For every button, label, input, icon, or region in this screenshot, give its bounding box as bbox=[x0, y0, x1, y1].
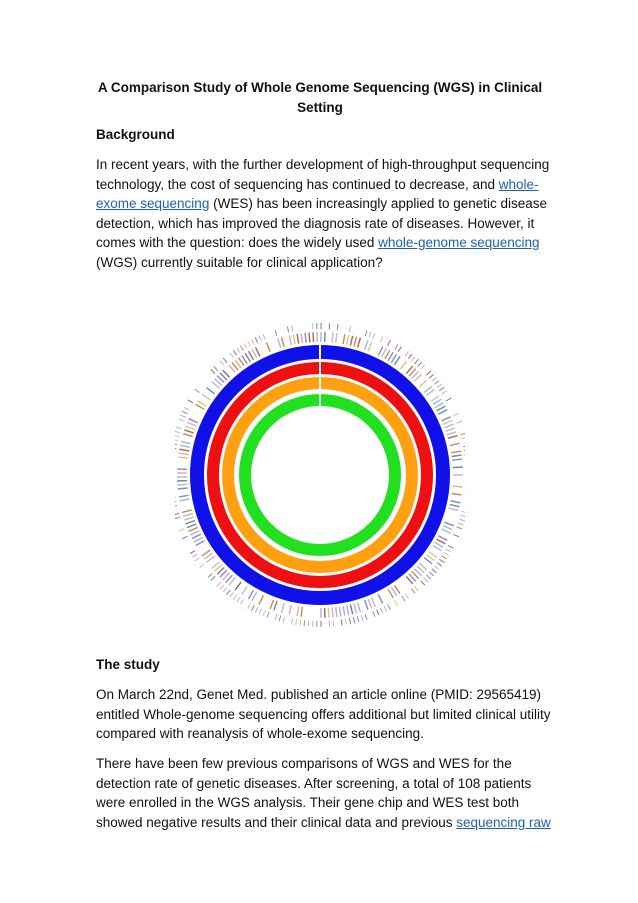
outer-track-mark bbox=[450, 443, 460, 445]
outer-track-mark bbox=[341, 619, 342, 625]
outer-track-mark bbox=[452, 455, 462, 456]
outer-track-mark bbox=[437, 563, 442, 567]
outer-track-mark bbox=[451, 501, 461, 503]
outer-track-mark bbox=[452, 494, 462, 495]
outer-track-mark bbox=[175, 517, 180, 519]
outer-track-mark bbox=[240, 599, 243, 604]
outer-track-mark bbox=[405, 351, 409, 356]
outer-track-mark bbox=[438, 536, 447, 541]
outer-track-mark bbox=[365, 614, 367, 620]
outer-track-mark bbox=[384, 606, 387, 611]
outer-track-mark bbox=[453, 413, 459, 415]
outer-track-mark bbox=[365, 600, 368, 609]
outer-track-mark bbox=[289, 335, 291, 345]
outer-track-mark bbox=[350, 336, 352, 346]
outer-track-mark bbox=[300, 620, 301, 626]
outer-track-mark bbox=[230, 353, 234, 358]
outer-track-mark bbox=[398, 347, 401, 352]
outer-track-mark bbox=[179, 495, 189, 497]
outer-track-mark bbox=[252, 605, 255, 610]
outer-track-mark bbox=[447, 432, 457, 435]
outer-track-mark bbox=[182, 411, 188, 414]
outer-track-mark bbox=[189, 527, 198, 531]
outer-track-mark bbox=[255, 338, 257, 343]
outer-track-mark bbox=[365, 330, 367, 336]
outer-track-mark bbox=[235, 582, 241, 590]
outer-track-mark bbox=[421, 581, 425, 585]
text-line: (WGS) currently suitable for clinical application? bbox=[96, 254, 383, 270]
outer-track-mark bbox=[186, 521, 195, 524]
outer-track-mark bbox=[230, 593, 234, 598]
outer-track-mark bbox=[402, 596, 405, 601]
text-fragment: technology, the cost of sequencing has continued to decrease, and bbox=[96, 176, 499, 192]
outer-track-mark bbox=[395, 600, 398, 605]
text-fragment: (WES) has been increasingly applied to genetic disease bbox=[209, 196, 548, 211]
outer-track-mark bbox=[263, 334, 265, 340]
outer-track-mark bbox=[405, 594, 409, 599]
outer-track-mark bbox=[249, 351, 254, 360]
outer-track-mark bbox=[434, 381, 439, 385]
outer-track-mark bbox=[343, 334, 345, 344]
orange-ring bbox=[228, 383, 412, 567]
outer-track-mark bbox=[435, 542, 444, 547]
outer-track-mark bbox=[418, 362, 422, 367]
outer-track-mark bbox=[196, 404, 205, 409]
outer-track-mark bbox=[429, 572, 434, 576]
outer-track-mark bbox=[438, 410, 447, 415]
outer-track-mark bbox=[256, 347, 261, 356]
outer-track-mark bbox=[179, 453, 189, 455]
outer-track-mark bbox=[223, 358, 227, 363]
outer-track-mark bbox=[226, 590, 230, 595]
outer-track-mark bbox=[179, 419, 185, 421]
outer-track-mark bbox=[180, 445, 190, 447]
outer-track-mark bbox=[426, 575, 430, 579]
whole-genome-link[interactable]: whole-genome sequencing bbox=[378, 235, 540, 250]
outer-track-mark bbox=[181, 441, 191, 443]
outer-track-mark bbox=[446, 428, 455, 431]
outer-track-mark bbox=[388, 352, 393, 361]
outer-track-mark bbox=[457, 527, 463, 529]
outer-track-mark bbox=[442, 417, 451, 421]
outer-track-mark bbox=[443, 421, 452, 425]
outer-track-mark bbox=[190, 551, 195, 554]
outer-track-mark bbox=[461, 437, 465, 439]
outer-track-mark bbox=[293, 335, 295, 345]
outer-track-mark bbox=[248, 341, 251, 346]
outer-track-mark bbox=[179, 499, 189, 501]
background-heading: Background bbox=[96, 127, 175, 142]
outer-track-mark bbox=[305, 333, 306, 343]
outer-track-mark bbox=[415, 359, 419, 364]
outer-track-mark bbox=[412, 357, 416, 362]
text-line bbox=[96, 175, 546, 195]
outer-track-mark bbox=[453, 467, 463, 468]
outer-track-mark bbox=[188, 400, 193, 403]
text-line: entitled Whole-genome sequencing offers additional but limited clinical utility bbox=[96, 706, 551, 722]
outer-track-mark bbox=[187, 422, 196, 426]
outer-track-mark bbox=[415, 586, 419, 591]
outer-track-mark bbox=[444, 522, 453, 526]
outer-track-mark bbox=[179, 529, 185, 531]
outer-track-mark bbox=[244, 343, 247, 348]
outer-track-mark bbox=[237, 597, 240, 602]
outer-track-mark bbox=[382, 348, 387, 357]
outer-track-mark bbox=[388, 340, 391, 345]
outer-track-mark bbox=[223, 588, 227, 593]
outer-track-mark bbox=[274, 601, 277, 611]
text-fragment: comes with the question: does the widely used bbox=[96, 235, 379, 250]
outer-track-mark bbox=[175, 443, 177, 444]
outer-track-mark bbox=[175, 448, 176, 449]
outer-track-mark bbox=[420, 380, 427, 387]
outer-track-mark bbox=[412, 589, 416, 594]
outer-track-mark bbox=[439, 387, 444, 390]
outer-track-mark bbox=[179, 449, 189, 451]
outer-track-mark bbox=[347, 605, 349, 615]
text-line bbox=[96, 194, 546, 214]
outer-track-mark bbox=[259, 595, 263, 604]
outer-track-mark bbox=[186, 426, 195, 429]
outer-track-mark bbox=[349, 618, 350, 624]
outer-track-mark bbox=[369, 332, 371, 338]
outer-track-mark bbox=[446, 398, 451, 401]
outer-track-mark bbox=[233, 350, 236, 355]
whole-exome-link[interactable]: whole- bbox=[498, 176, 539, 192]
outer-track-mark bbox=[332, 333, 333, 343]
outer-track-mark bbox=[275, 615, 277, 621]
text-line: were enrolled in the WGS analysis. Their gene chip and WES test both bbox=[96, 795, 519, 810]
outer-track-mark bbox=[287, 327, 288, 333]
text-fragment: showed negative results and their clinical data and previous bbox=[96, 814, 457, 830]
title-line-2: Setting bbox=[297, 100, 343, 115]
outer-track-mark bbox=[308, 621, 309, 627]
sequencing-raw-link[interactable]: sequencing raw bbox=[456, 814, 551, 830]
outer-track-mark bbox=[442, 529, 451, 533]
outer-track-mark bbox=[358, 338, 361, 348]
outer-track-mark bbox=[309, 332, 310, 342]
outer-track-mark bbox=[446, 549, 451, 552]
outer-track-mark bbox=[464, 450, 465, 451]
outer-track-mark bbox=[444, 552, 449, 555]
outer-track-mark bbox=[451, 451, 461, 453]
outer-track-mark bbox=[380, 608, 383, 613]
outer-track-mark bbox=[460, 515, 465, 517]
outer-track-mark bbox=[248, 603, 251, 608]
outer-track-mark bbox=[378, 595, 382, 604]
outer-track-mark bbox=[196, 541, 205, 546]
document-title bbox=[96, 78, 544, 118]
outer-track-mark bbox=[292, 326, 293, 332]
outer-track-mark bbox=[408, 354, 412, 359]
outer-track-mark bbox=[437, 384, 442, 388]
outer-track-mark bbox=[240, 346, 243, 351]
outer-track-mark bbox=[289, 605, 291, 615]
outer-track-mark bbox=[459, 519, 465, 521]
outer-track-mark bbox=[176, 427, 182, 429]
outer-track-mark bbox=[449, 508, 459, 511]
outer-track-mark bbox=[304, 620, 305, 626]
outer-track-mark bbox=[211, 576, 215, 580]
outer-track-mark bbox=[259, 609, 261, 615]
outer-track-mark bbox=[358, 603, 361, 613]
outer-track-mark bbox=[336, 607, 337, 617]
text-line bbox=[96, 233, 546, 253]
outer-track-mark bbox=[458, 523, 464, 525]
outer-track-mark bbox=[368, 599, 372, 608]
outer-track-mark bbox=[368, 342, 372, 351]
outer-track-mark bbox=[400, 361, 406, 369]
text-line: detection, which has improved the diagnosis rate of diseases. However, it bbox=[96, 215, 535, 231]
outer-track-mark bbox=[182, 510, 192, 513]
outer-track-mark bbox=[450, 505, 460, 507]
outer-track-mark bbox=[220, 585, 224, 590]
outer-track-mark bbox=[237, 348, 240, 353]
outer-track-mark bbox=[233, 595, 236, 600]
outer-track-mark bbox=[178, 457, 188, 458]
outer-track-mark bbox=[353, 617, 354, 623]
text-line bbox=[96, 813, 551, 833]
text-line: detection rate of genetic diseases. After screening, a total of 108 patients bbox=[96, 775, 532, 791]
outer-track-mark bbox=[200, 564, 205, 568]
outer-track-mark bbox=[357, 616, 359, 622]
outer-track-mark bbox=[385, 350, 390, 359]
outer-track-mark bbox=[439, 559, 444, 562]
outer-track-mark bbox=[301, 333, 302, 343]
outer-track-mark bbox=[184, 430, 194, 433]
title-line-1: A Comparison Study of Whole Genome Sequencing (WGS) in Clinical bbox=[97, 80, 543, 95]
outer-track-mark bbox=[377, 610, 379, 616]
whole-exome-link-continued[interactable]: exome sequencing bbox=[96, 196, 210, 211]
outer-track-mark bbox=[177, 484, 187, 485]
outer-track-mark bbox=[194, 537, 203, 542]
outer-track-mark bbox=[328, 608, 329, 618]
outer-track-mark bbox=[460, 433, 465, 435]
outer-track-mark bbox=[332, 608, 333, 618]
outer-track-mark bbox=[283, 617, 285, 623]
outer-track-mark bbox=[266, 342, 270, 351]
outer-track-mark bbox=[282, 337, 285, 347]
study-paragraph-1 bbox=[96, 685, 551, 744]
outer-track-mark bbox=[275, 330, 277, 336]
outer-track-mark bbox=[345, 619, 346, 625]
outer-track-mark bbox=[339, 607, 341, 617]
outer-track-mark bbox=[365, 340, 368, 349]
outer-track-mark bbox=[424, 578, 428, 582]
outer-track-mark bbox=[347, 335, 349, 345]
outer-track-mark bbox=[463, 446, 465, 447]
outer-track-mark bbox=[263, 610, 265, 616]
outer-track-mark bbox=[292, 618, 293, 624]
outer-track-mark bbox=[442, 391, 447, 394]
outer-track-mark bbox=[297, 606, 299, 616]
text-line: There have been few previous comparisons of WGS and WES for the bbox=[96, 756, 512, 771]
outer-track-mark bbox=[207, 388, 215, 394]
outer-track-mark bbox=[336, 333, 337, 343]
outer-track-mark bbox=[175, 439, 178, 440]
outer-track-mark bbox=[189, 419, 198, 423]
outer-track-mark bbox=[211, 369, 215, 373]
text-line: In recent years, with the further development of high-throughput sequencing bbox=[96, 157, 550, 172]
outer-track-mark bbox=[249, 590, 254, 599]
outer-track-mark bbox=[195, 558, 200, 561]
outer-track-mark bbox=[313, 332, 314, 342]
green-ring bbox=[245, 400, 395, 550]
outer-track-mark bbox=[180, 415, 186, 417]
outer-track-mark bbox=[443, 526, 452, 530]
outer-track-mark bbox=[220, 361, 224, 366]
outer-track-mark bbox=[388, 604, 391, 609]
outer-track-mark bbox=[433, 546, 442, 551]
outer-track-mark bbox=[434, 566, 439, 570]
outer-track-mark bbox=[361, 615, 363, 621]
outer-track-mark bbox=[457, 421, 463, 423]
outer-track-mark bbox=[183, 434, 193, 437]
outer-track-mark bbox=[184, 517, 194, 520]
outer-track-mark bbox=[301, 607, 302, 617]
outer-track-mark bbox=[395, 344, 398, 349]
outer-track-mark bbox=[183, 513, 193, 516]
outer-track-mark bbox=[349, 326, 350, 332]
outer-track-mark bbox=[442, 556, 447, 559]
outer-track-mark bbox=[242, 586, 248, 594]
outer-track-mark bbox=[175, 505, 177, 506]
outer-track-mark bbox=[343, 606, 345, 616]
outer-track-mark bbox=[453, 486, 463, 487]
outer-track-mark bbox=[217, 582, 221, 586]
outer-track-mark bbox=[297, 334, 299, 344]
outer-track-mark bbox=[448, 436, 458, 439]
outer-track-mark bbox=[202, 394, 210, 400]
outer-track-mark bbox=[252, 592, 257, 601]
outer-track-mark bbox=[437, 406, 446, 411]
outer-track-mark bbox=[175, 435, 179, 437]
outer-track-mark bbox=[437, 539, 446, 544]
outer-track-mark bbox=[337, 324, 338, 330]
text-line: compared with reanalysis of whole-exome sequencing. bbox=[96, 726, 424, 741]
outer-track-mark bbox=[259, 336, 261, 342]
circos-plot-figure bbox=[175, 280, 465, 670]
outer-track-mark bbox=[175, 431, 180, 433]
outer-track-mark bbox=[429, 374, 434, 378]
study-heading: The study bbox=[96, 657, 160, 672]
outer-track-mark bbox=[184, 407, 189, 410]
outer-track-mark bbox=[388, 589, 393, 598]
outer-track-mark bbox=[350, 605, 352, 615]
outer-track-mark bbox=[255, 607, 257, 612]
outer-track-mark bbox=[175, 513, 179, 515]
outer-track-mark bbox=[182, 536, 188, 539]
outer-track-mark bbox=[448, 545, 453, 548]
outer-track-mark bbox=[461, 511, 465, 513]
outer-track-mark bbox=[426, 371, 430, 375]
outer-track-mark bbox=[279, 616, 281, 622]
study-paragraph-2 bbox=[96, 754, 551, 832]
outer-track-mark bbox=[373, 333, 375, 339]
outer-track-mark bbox=[267, 612, 269, 618]
outer-track-mark bbox=[190, 531, 199, 535]
outer-track-mark bbox=[192, 534, 201, 539]
outer-track-mark bbox=[208, 573, 212, 577]
outer-track-mark bbox=[270, 600, 273, 609]
outer-track-mark bbox=[278, 338, 281, 348]
outer-track-mark bbox=[452, 459, 462, 460]
outer-track-mark bbox=[435, 403, 444, 408]
outer-track-mark bbox=[187, 524, 196, 528]
outer-track-mark bbox=[178, 488, 188, 489]
outer-track-mark bbox=[354, 337, 357, 347]
outer-track-mark bbox=[421, 365, 425, 369]
outer-track-mark bbox=[354, 604, 357, 614]
outer-track-mark bbox=[453, 534, 459, 536]
outer-track-mark bbox=[195, 389, 200, 392]
outer-track-mark bbox=[175, 497, 176, 498]
outer-track-mark bbox=[214, 366, 218, 370]
outer-track-mark bbox=[296, 619, 297, 625]
outer-track-mark bbox=[252, 349, 257, 358]
outer-track-mark bbox=[432, 377, 437, 381]
outer-track-mark bbox=[198, 401, 207, 406]
outer-track-mark bbox=[333, 620, 334, 626]
text-line: On March 22nd, Genet Med. published an article online (PMID: 29565419) bbox=[96, 687, 542, 702]
outer-track-mark bbox=[432, 569, 437, 573]
outer-track-mark bbox=[372, 598, 376, 607]
outer-track-mark bbox=[373, 611, 375, 617]
outer-track-mark bbox=[444, 424, 453, 428]
outer-track-mark bbox=[378, 347, 382, 356]
outer-track-mark bbox=[282, 603, 285, 613]
outer-track-mark bbox=[192, 554, 197, 557]
outer-track-mark bbox=[380, 337, 383, 342]
outer-track-mark bbox=[252, 339, 255, 344]
outer-track-mark bbox=[175, 501, 176, 502]
background-paragraph bbox=[96, 155, 550, 272]
